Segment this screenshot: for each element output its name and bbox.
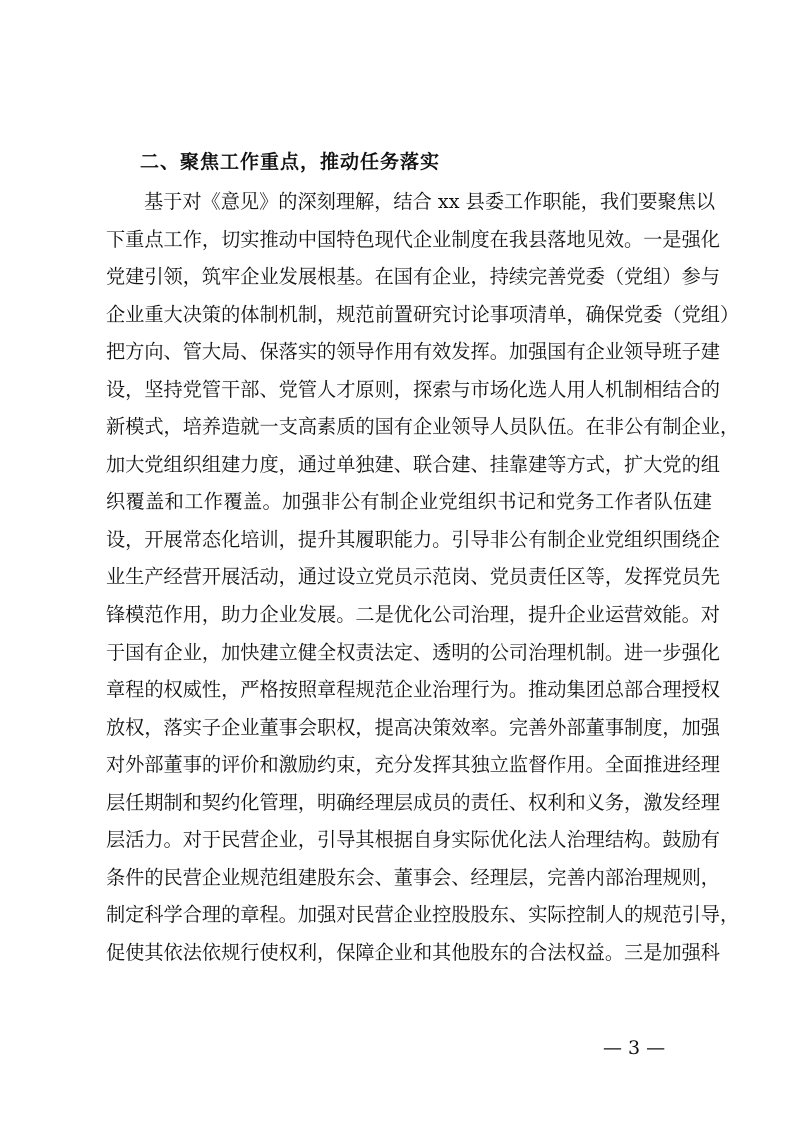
text-line: 企业重大决策的体制机制，规范前置研究讨论事项清单，确保党委（党组） (106, 302, 740, 326)
text-line: 把方向、管大局、保落实的领导作用有效发挥。加强国有企业领导班子建 (106, 340, 720, 364)
text-line: 下重点工作，切实推动中国特色现代企业制度在我县落地见效。一是强化 (106, 227, 720, 251)
text-line: 织覆盖和工作覆盖。加强非公有制企业党组织书记和党务工作者队伍建 (106, 490, 712, 514)
page-number: — 3 — (603, 1037, 666, 1059)
text-line: 设，坚持党管干部、党管人才原则，探索与市场化选人用人机制相结合的 (106, 377, 720, 401)
text-line: 基于对《意见》的深刻理解，结合 xx 县委工作职能，我们要聚焦以 (144, 190, 716, 213)
text-line: 于国有企业，加快建立健全权责法定、透明的公司治理机制。进一步强化 (106, 640, 720, 664)
body-text (106, 189, 740, 977)
text-line: 对外部董事的评价和激励约束，充分发挥其独立监督作用。全面推进经理 (106, 753, 720, 777)
text-line: 加大党组织组建力度，通过单独建、联合建、挂靠建等方式，扩大党的组 (106, 452, 720, 476)
section-heading: 二、聚焦工作重点，推动任务落实 (140, 151, 441, 173)
text-line: 条件的民营企业规范组建股东会、董事会、经理层，完善内部治理规则， (106, 865, 720, 889)
text-line: 层活力。对于民营企业，引导其根据自身实际优化法人治理结构。鼓励有 (106, 828, 720, 852)
text-line: 促使其依法依规行使权利，保障企业和其他股东的合法权益。三是加强科 (106, 940, 720, 964)
text-line: 章程的权威性，严格按照章程规范企业治理行为。推动集团总部合理授权 (106, 678, 720, 702)
text-line: 锋模范作用，助力企业发展。二是优化公司治理，提升企业运营效能。对 (106, 603, 720, 627)
text-line: 设，开展常态化培训，提升其履职能力。引导非公有制企业党组织围绕企 (106, 527, 720, 551)
text-line: 放权，落实子企业董事会职权，提高决策效率。完善外部董事制度，加强 (106, 715, 720, 739)
text-line: 层任期制和契约化管理，明确经理层成员的责任、权利和义务，激发经理 (106, 790, 720, 814)
text-line: 业生产经营开展活动，通过设立党员示范岗、党员责任区等，发挥党员先 (106, 565, 720, 589)
text-line: 党建引领，筑牢企业发展根基。在国有企业，持续完善党委（党组）参与 (106, 265, 720, 289)
text-line: 制定科学合理的章程。加强对民营企业控股股东、实际控制人的规范引导， (106, 903, 740, 927)
text-line: 新模式，培养造就一支高素质的国有企业领导人员队伍。在非公有制企业， (106, 415, 740, 439)
